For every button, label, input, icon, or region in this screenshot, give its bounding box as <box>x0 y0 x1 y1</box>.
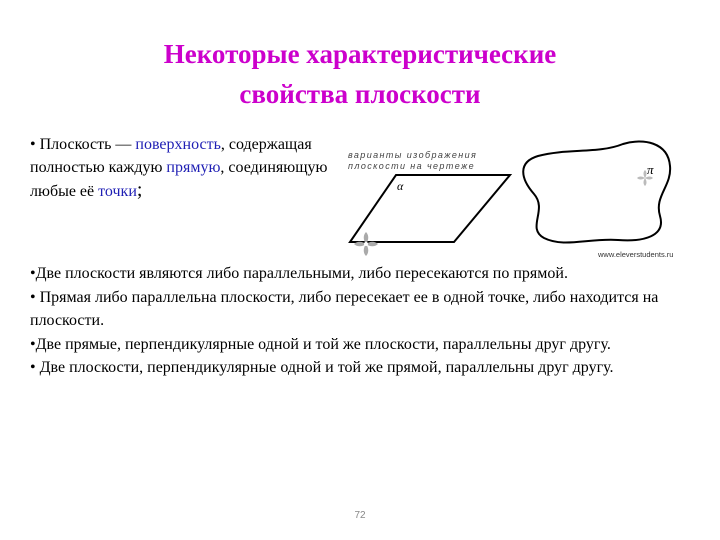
definition-text-2: , содержащая полностью каждую <box>30 136 312 176</box>
figure-caption-2: плоскости на чертеже <box>348 161 476 171</box>
property-item: •Две плоскости являются либо параллельными, либо пересекаются по прямой. <box>30 265 568 282</box>
link-surface[interactable]: поверхность <box>135 136 221 153</box>
page-number: 72 <box>354 510 366 521</box>
website-label: www.eleverstudents.ru <box>598 250 674 259</box>
definition-text-3: , соединяющую любые её <box>30 159 328 200</box>
plane-figure-svg <box>338 138 678 262</box>
curved-plane <box>523 142 670 243</box>
slide-title <box>0 34 720 114</box>
plane-definition <box>30 133 330 203</box>
property-item: • Две плоскости, перпендикулярные одной и той же прямой, параллельны друг другу. <box>30 359 614 376</box>
figure-caption-1: варианты изображения <box>348 150 478 160</box>
parallelogram-plane <box>350 175 510 242</box>
link-line[interactable]: прямую <box>166 159 221 176</box>
property-item: • Прямая либо параллельна плоскости, либо пересекает ее в одной точке, либо находится на плоскости. <box>30 288 659 329</box>
title-line-2: свойства плоскости <box>239 79 481 109</box>
plane-figure <box>338 138 678 262</box>
pinwheel-logo <box>354 232 378 256</box>
plane-properties <box>30 262 680 380</box>
property-item: •Две прямые, перпендикулярные одной и той же плоскости, параллельны друг другу. <box>30 335 611 353</box>
title-line-1: Некоторые характеристические <box>163 39 557 69</box>
definition-bullet: • <box>30 136 36 153</box>
link-points[interactable]: точки <box>98 183 137 200</box>
pi-label: π <box>647 162 654 177</box>
definition-text-1: Плоскость — <box>39 136 136 153</box>
alpha-label: α <box>397 179 404 193</box>
definition-end: ; <box>136 179 143 201</box>
